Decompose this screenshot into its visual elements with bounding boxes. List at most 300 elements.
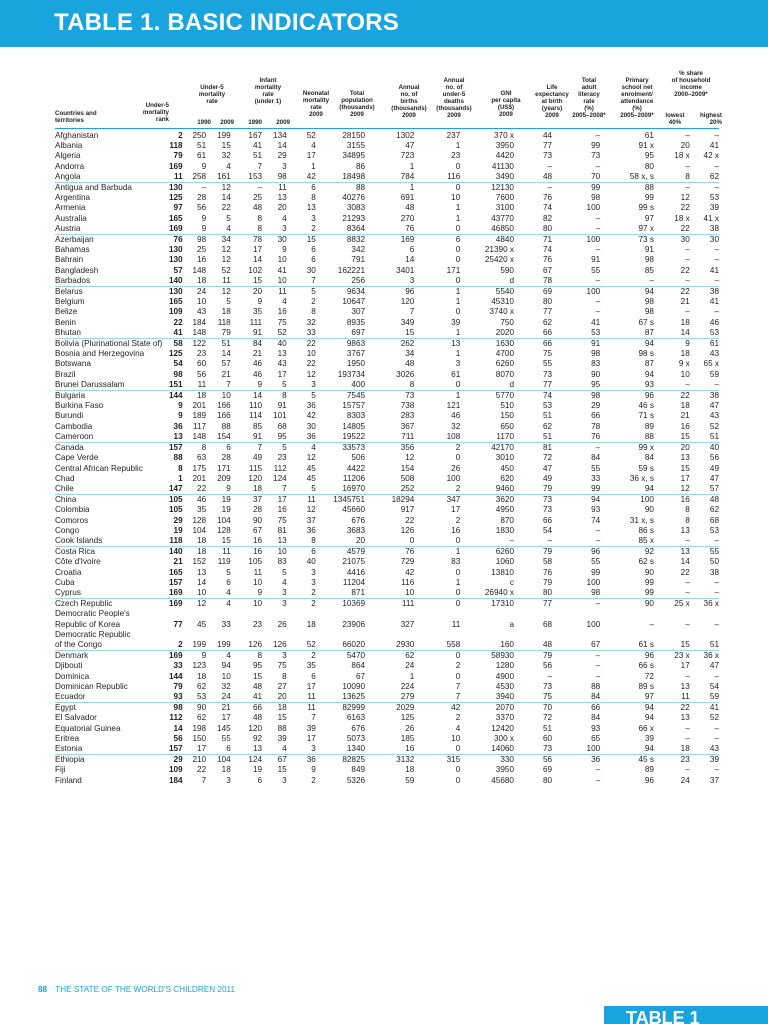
value-cell: 162221	[337, 265, 366, 275]
table-row	[55, 235, 719, 246]
value-cell: 61	[709, 339, 719, 349]
value-cell: 4579	[346, 547, 366, 557]
value-cell: 69	[542, 287, 553, 297]
country-name: Bulgaria	[55, 391, 86, 401]
value-cell: 56	[709, 453, 719, 463]
value-cell: 94	[644, 369, 654, 379]
value-cell: 51	[542, 411, 553, 421]
value-cell: 150	[500, 411, 514, 421]
value-cell: 73	[542, 505, 553, 515]
country-name: Republic of Korea	[55, 619, 121, 629]
value-cell: 3	[311, 379, 316, 389]
header-births: Annual no. of births (thousands) 2009	[391, 84, 427, 119]
value-cell: 41	[709, 703, 719, 713]
value-cell: 87	[644, 327, 654, 337]
value-cell: 41 x	[703, 213, 719, 223]
value-cell: 11	[307, 495, 316, 505]
rank-cell: 112	[169, 713, 183, 723]
rank-cell: 79	[173, 151, 183, 161]
value-cell: 32	[306, 317, 316, 327]
value-cell: 13	[451, 339, 461, 349]
rank-cell: 57	[173, 265, 183, 275]
value-cell: 15	[680, 639, 690, 649]
value-cell: –	[595, 661, 601, 671]
value-cell: 48	[252, 203, 263, 213]
value-cell: 1	[455, 203, 461, 213]
value-cell: 55	[542, 359, 553, 369]
value-cell: 300 x	[493, 733, 514, 743]
value-cell: 6	[226, 743, 231, 753]
value-cell: 9	[685, 339, 690, 349]
table-row	[55, 568, 719, 578]
table-row	[55, 224, 719, 235]
table-row	[55, 276, 719, 287]
value-cell: 723	[400, 151, 415, 161]
value-cell: –	[201, 183, 207, 193]
value-cell: 94	[644, 713, 654, 723]
value-cell: 74	[542, 203, 553, 213]
value-cell	[514, 630, 552, 640]
value-cell: 1	[455, 141, 461, 151]
value-cell: 12420	[491, 723, 514, 733]
table-row	[55, 328, 719, 339]
value-cell: 16	[197, 255, 207, 265]
value-cell: 11	[307, 691, 316, 701]
country-name: Denmark	[55, 651, 89, 661]
value-cell: 84	[591, 453, 601, 463]
rank-cell: 130	[168, 183, 183, 193]
value-cell: 30	[709, 235, 719, 245]
value-cell: 26940 x	[484, 587, 514, 597]
value-cell: 62	[542, 317, 553, 327]
value-cell: 91	[644, 245, 654, 255]
value-cell: 864	[351, 661, 366, 671]
rank-cell: 22	[173, 317, 183, 327]
value-cell: 17	[306, 681, 316, 691]
value-cell: 32	[221, 151, 231, 161]
value-cell: 108	[446, 431, 461, 441]
value-cell: 26	[405, 723, 415, 733]
value-cell: 39	[451, 317, 461, 327]
country-name: of the Congo	[55, 639, 102, 649]
country-name: Ecuador	[55, 691, 86, 701]
value-cell: 15	[252, 671, 263, 681]
value-cell: 28	[252, 505, 263, 515]
value-cell: 48	[709, 495, 719, 505]
country-name: Estonia	[55, 743, 83, 753]
value-cell: 6	[455, 235, 461, 245]
table-row	[55, 484, 719, 495]
country-name: Croatia	[55, 567, 82, 577]
value-cell: 45660	[342, 505, 366, 515]
value-cell: 9	[201, 213, 207, 223]
value-cell: –	[595, 599, 601, 609]
value-cell: 25420 x	[484, 255, 514, 265]
value-cell: 63	[197, 453, 207, 463]
value-cell: 17	[277, 495, 287, 505]
value-cell: 23 x	[674, 651, 690, 661]
value-cell: 124	[248, 755, 263, 765]
table-row	[55, 287, 719, 298]
value-cell: 118	[217, 317, 231, 327]
value-cell: 99	[591, 567, 601, 577]
rank-cell: 29	[173, 755, 183, 765]
rank-cell: 169	[168, 161, 183, 171]
value-cell: 160	[500, 639, 514, 649]
value-cell: –	[685, 183, 690, 193]
value-cell: 10	[252, 577, 263, 587]
header-rule	[55, 128, 719, 129]
value-cell: 74	[542, 245, 553, 255]
value-cell: 42	[405, 567, 415, 577]
value-cell: 67	[252, 525, 263, 535]
value-cell: 166	[217, 401, 231, 411]
value-cell: 115	[249, 463, 263, 473]
value-cell: 0	[455, 379, 461, 389]
value-cell: 4	[455, 723, 461, 733]
country-name: Fiji	[55, 765, 66, 775]
value-cell: 84	[591, 691, 601, 701]
value-cell: 75	[277, 515, 287, 525]
value-cell: 57	[221, 359, 231, 369]
value-cell: 0	[455, 453, 461, 463]
table-row	[55, 370, 719, 380]
value-cell: 2	[311, 297, 316, 307]
value-cell: 56	[542, 661, 553, 671]
value-cell: 74	[542, 391, 553, 401]
title-bar	[0, 0, 768, 47]
value-cell: 0	[455, 765, 461, 775]
value-cell	[654, 609, 690, 619]
value-cell: 22	[197, 765, 207, 775]
value-cell	[654, 630, 690, 640]
value-cell: 17	[680, 661, 690, 671]
country-name: Burundi	[55, 411, 84, 421]
value-cell: 4	[226, 161, 231, 171]
value-cell: 47	[709, 401, 719, 411]
value-cell: 36	[306, 755, 316, 765]
value-cell: 145	[217, 723, 231, 733]
value-cell: 68	[277, 421, 287, 431]
value-cell: 12	[405, 453, 415, 463]
value-cell: 45	[306, 473, 316, 483]
value-cell: 14	[680, 327, 690, 337]
value-cell: 90	[197, 703, 207, 713]
value-cell: 18	[680, 401, 690, 411]
value-cell: 99	[591, 141, 601, 151]
value-cell: 5	[311, 391, 316, 401]
value-cell: 711	[401, 431, 415, 441]
value-cell: 97	[644, 691, 654, 701]
rank-cell: 14	[173, 723, 183, 733]
value-cell: 185	[400, 733, 415, 743]
value-cell: 80	[542, 587, 553, 597]
value-cell: 97 x	[638, 223, 654, 233]
value-cell: 48	[405, 203, 415, 213]
value-cell: 55	[591, 557, 601, 567]
rank-cell: 8	[178, 463, 183, 473]
value-cell: –	[714, 131, 719, 140]
value-cell	[231, 609, 262, 619]
value-cell: 43	[197, 307, 207, 317]
value-cell: 20	[355, 535, 366, 545]
value-cell: 43	[709, 411, 719, 421]
value-cell: 50	[709, 557, 719, 567]
table-row	[55, 432, 719, 443]
value-cell: –	[714, 255, 719, 265]
value-cell: 7	[311, 713, 316, 723]
value-cell: 327	[400, 619, 415, 629]
value-cell: 82	[542, 213, 553, 223]
table-row	[55, 453, 719, 463]
value-cell: 96	[644, 391, 654, 401]
value-cell: 53	[197, 691, 207, 701]
value-cell: 93	[591, 505, 601, 515]
value-cell: –	[714, 765, 719, 775]
value-cell: 70	[542, 703, 553, 713]
value-cell: 2	[311, 651, 316, 661]
table-body	[55, 131, 719, 786]
value-cell: 17	[680, 473, 690, 483]
value-cell: 5540	[495, 287, 514, 297]
value-cell: 61	[197, 151, 207, 161]
table-row	[55, 661, 719, 671]
value-cell: 73	[542, 369, 553, 379]
country-name: Chile	[55, 483, 74, 493]
value-cell: 93	[591, 723, 601, 733]
rank-cell: 140	[168, 547, 183, 557]
value-cell: 19	[221, 495, 231, 505]
value-cell: 85	[252, 421, 263, 431]
value-cell: 1	[455, 327, 461, 337]
value-cell: 88	[591, 681, 601, 691]
value-cell: 10	[252, 599, 263, 609]
value-cell: 315	[446, 755, 461, 765]
value-cell: 98	[644, 255, 654, 265]
rank-cell	[151, 630, 182, 640]
value-cell: 75	[277, 661, 287, 671]
country-name: Burkina Faso	[55, 401, 104, 411]
value-cell: 19	[252, 765, 263, 775]
value-cell: –	[685, 255, 690, 265]
rank-cell: 1	[178, 473, 183, 483]
rank-cell: 118	[169, 535, 183, 545]
rank-cell: 105	[168, 495, 183, 505]
value-cell: 98	[644, 307, 654, 317]
value-cell: 117	[193, 421, 207, 431]
value-cell	[552, 609, 600, 619]
value-cell: 199	[192, 639, 207, 649]
country-name: Cook Islands	[55, 535, 103, 545]
value-cell	[600, 609, 654, 619]
value-cell: 104	[192, 525, 207, 535]
value-cell: 82999	[342, 703, 366, 713]
value-cell: 44	[542, 131, 553, 140]
value-cell: 18498	[342, 171, 366, 181]
value-cell: 66	[542, 515, 553, 525]
country-name: Bangladesh	[55, 265, 99, 275]
value-cell: 1340	[346, 743, 366, 753]
value-cell: 14060	[491, 743, 514, 753]
value-cell: 100	[446, 473, 461, 483]
value-cell: 40	[277, 339, 287, 349]
value-cell: 3	[282, 587, 287, 597]
value-cell	[183, 630, 207, 640]
value-cell	[316, 609, 365, 619]
value-cell	[262, 630, 287, 640]
value-cell: 96	[644, 651, 654, 661]
value-cell: 13	[277, 349, 287, 359]
value-cell: 16	[405, 743, 415, 753]
value-cell: 10	[451, 733, 461, 743]
value-cell: 27	[277, 681, 287, 691]
value-cell: 47	[405, 141, 415, 151]
value-cell: 5	[282, 567, 287, 577]
table-row	[55, 297, 719, 307]
value-cell: 82825	[342, 755, 366, 765]
value-cell: 89	[644, 765, 654, 775]
value-cell: 349	[400, 317, 415, 327]
value-cell: 99 x	[638, 443, 654, 453]
value-cell: 650	[500, 421, 514, 431]
value-cell: 14	[405, 255, 415, 265]
value-cell: 59	[405, 775, 415, 785]
value-cell: 36 x	[703, 599, 719, 609]
value-cell: 48	[252, 681, 263, 691]
value-cell: 66 s	[638, 661, 654, 671]
value-cell: 0	[455, 599, 461, 609]
table-row	[55, 682, 719, 692]
table-row	[55, 630, 719, 640]
value-cell: 77	[542, 379, 553, 389]
value-cell	[514, 609, 552, 619]
value-cell: 47	[709, 473, 719, 483]
value-cell	[600, 630, 654, 640]
value-cell: 36	[306, 431, 316, 441]
value-cell: 5	[226, 297, 231, 307]
country-name: Djibouti	[55, 661, 83, 671]
value-cell: –	[685, 619, 690, 629]
value-cell: 8	[282, 671, 287, 681]
value-cell: 11	[307, 703, 316, 713]
value-cell	[287, 630, 316, 640]
table-row	[55, 151, 719, 161]
value-cell: 67	[277, 755, 287, 765]
value-cell: 2	[455, 443, 461, 453]
value-cell: 175	[192, 463, 207, 473]
value-cell: 45 s	[638, 755, 654, 765]
value-cell: 17310	[491, 599, 514, 609]
value-cell: 270	[400, 213, 415, 223]
value-cell: 13	[680, 453, 690, 463]
value-cell: 46	[252, 359, 263, 369]
value-cell: –	[595, 307, 601, 317]
header-country: Countries and territories	[55, 110, 97, 124]
value-cell: 729	[400, 557, 415, 567]
value-cell: 78	[542, 275, 553, 285]
value-cell: 0	[455, 587, 461, 597]
country-name: Costa Rica	[55, 547, 96, 557]
value-cell: 871	[351, 587, 366, 597]
table-row	[55, 359, 719, 369]
value-cell: 94	[644, 287, 654, 297]
value-cell: 347	[446, 495, 461, 505]
value-cell: 16	[680, 495, 690, 505]
value-cell: 9	[226, 483, 231, 493]
table-row	[55, 162, 719, 172]
value-cell: 73	[591, 151, 601, 161]
value-cell: 67	[355, 671, 366, 681]
value-cell: 41	[277, 265, 287, 275]
value-cell: –	[595, 671, 601, 681]
value-cell: 53	[709, 193, 719, 203]
table-row	[55, 464, 719, 474]
value-cell: 91	[277, 401, 287, 411]
table-row	[55, 526, 719, 536]
rank-cell: 125	[168, 193, 183, 203]
value-cell: 676	[351, 723, 366, 733]
value-cell: 93	[644, 379, 654, 389]
table-row	[55, 734, 719, 744]
value-cell: 15	[221, 535, 231, 545]
value-cell: 1	[455, 349, 461, 359]
value-cell: 13	[197, 567, 207, 577]
value-cell: 2020	[495, 327, 514, 337]
rank-cell: 36	[173, 421, 183, 431]
table-row	[55, 547, 719, 558]
table-row	[55, 183, 719, 194]
country-name: Central African Republic	[55, 463, 143, 473]
value-cell: 38	[709, 567, 719, 577]
value-cell: 9	[257, 379, 263, 389]
value-cell: 12	[221, 183, 231, 193]
value-cell: 3155	[346, 141, 366, 151]
value-cell: 72	[542, 713, 553, 723]
value-cell: 224	[400, 681, 415, 691]
country-name: Brazil	[55, 369, 76, 379]
value-cell: 18 x	[674, 213, 690, 223]
value-cell: 153	[248, 171, 263, 181]
value-cell: 59 s	[638, 463, 654, 473]
rank-cell: 184	[168, 775, 183, 785]
value-cell: 18	[680, 317, 690, 327]
value-cell: 39	[644, 733, 654, 743]
value-cell: 9	[201, 651, 207, 661]
table-row	[55, 245, 719, 255]
value-cell: 62	[709, 505, 719, 515]
value-cell: 10369	[342, 599, 366, 609]
value-cell: 14	[680, 557, 690, 567]
value-cell: 22	[680, 265, 690, 275]
publication-title: THE STATE OF THE WORLD'S CHILDREN 2011	[55, 985, 235, 994]
value-cell: 13	[277, 193, 287, 203]
value-cell: 125	[400, 713, 415, 723]
rank-cell: 109	[168, 765, 183, 775]
value-cell: 25	[197, 245, 207, 255]
value-cell: 8	[257, 651, 263, 661]
value-cell: 83	[591, 359, 601, 369]
value-cell: 21	[221, 703, 231, 713]
value-cell: 66	[591, 703, 601, 713]
value-cell: 73	[542, 681, 553, 691]
value-cell: 122	[192, 339, 207, 349]
value-cell: 14805	[342, 421, 366, 431]
table-row	[55, 713, 719, 723]
value-cell: 35	[197, 505, 207, 515]
value-cell: 37	[252, 495, 263, 505]
value-cell: 52	[306, 131, 316, 140]
value-cell: –	[685, 275, 690, 285]
